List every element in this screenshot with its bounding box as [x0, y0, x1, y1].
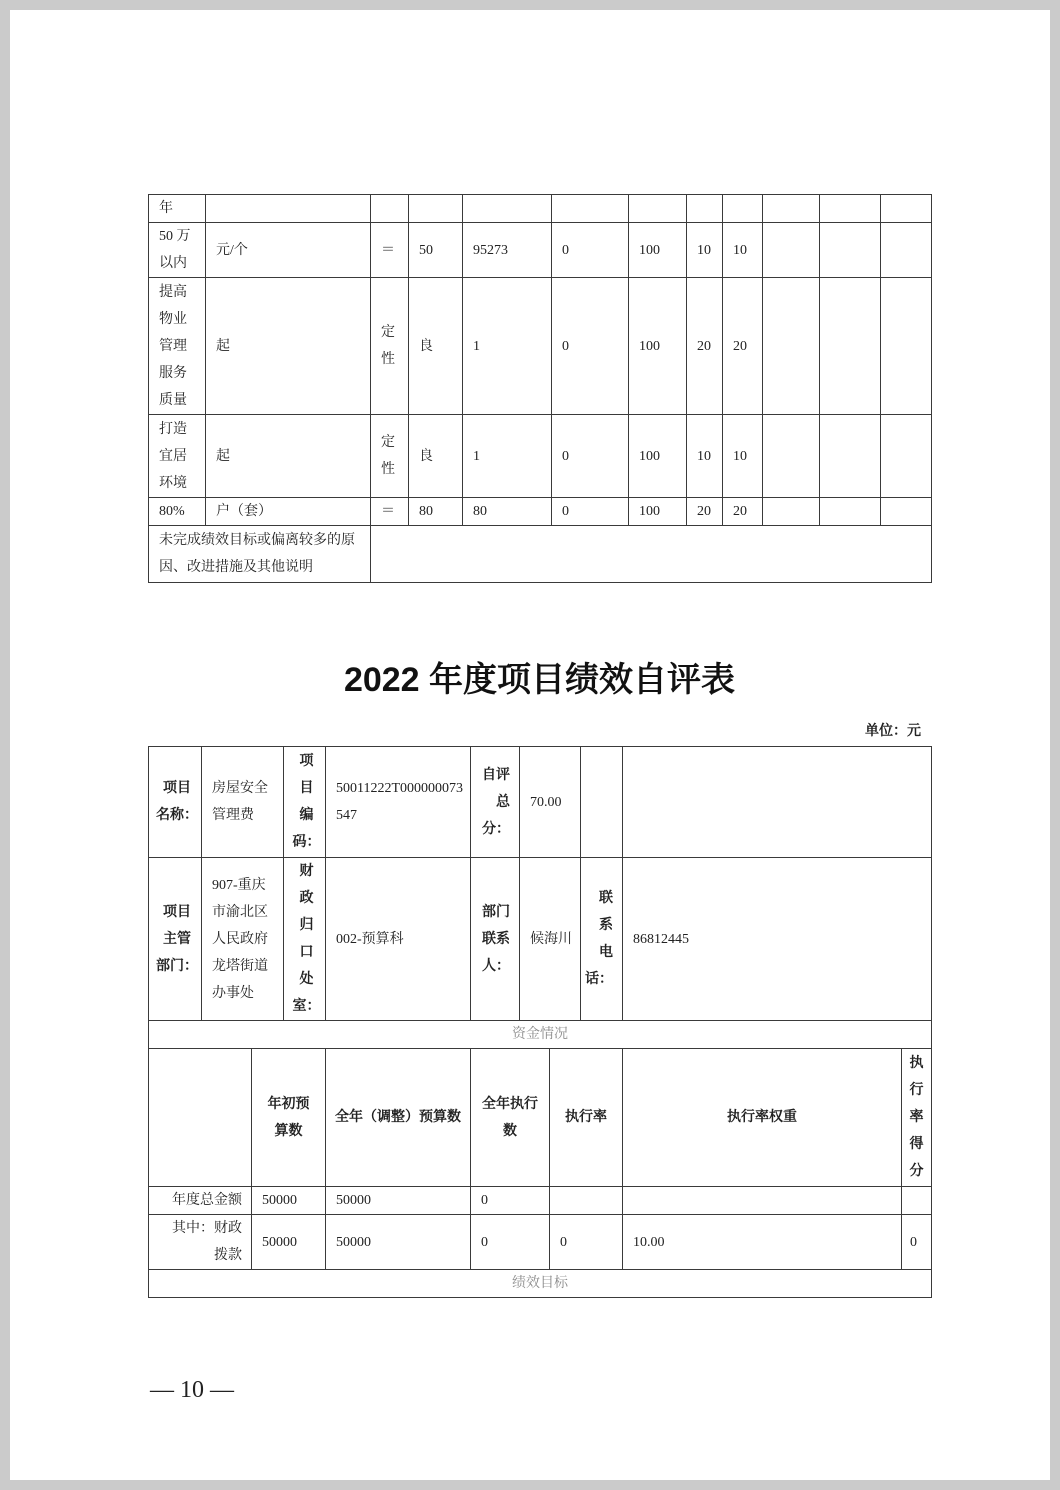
unit-label: 单位：元 [865, 724, 921, 739]
page-title: 2022 年度项目绩效自评表 [343, 661, 736, 699]
empty-cell [881, 223, 932, 278]
score-cell: 10 [723, 415, 763, 498]
empty-cell [463, 195, 552, 223]
project-name-label: 项目 名称： [149, 747, 202, 858]
row-label: 其中：财政 拨款 [149, 1215, 252, 1270]
empty-cell [820, 498, 881, 526]
explanation-value [371, 526, 932, 583]
empty-cell [763, 223, 820, 278]
finance-office-label: 财 政 归 口 处 室： [284, 858, 326, 1021]
self-score-value: 70.00 [520, 747, 581, 858]
unit-cell: 起 [206, 278, 371, 415]
project-code-label: 项 目 编 码： [284, 747, 326, 858]
self-score-label: 自评 总 分： [471, 747, 520, 858]
empty-cell [881, 195, 932, 223]
empty-cell [763, 498, 820, 526]
column-header: 执行率 [550, 1049, 623, 1187]
weight-cell: 20 [687, 498, 723, 526]
empty-cell [552, 195, 629, 223]
goals-section-header: 绩效目标 [149, 1270, 932, 1298]
empty-cell [149, 1049, 252, 1187]
initial-budget-cell: 50000 [252, 1215, 326, 1270]
empty-cell [902, 1187, 932, 1215]
executed-cell: 0 [471, 1187, 550, 1215]
initial-budget-cell: 50000 [252, 1187, 326, 1215]
target-value-cell: 良 [409, 415, 463, 498]
table-row [149, 223, 932, 278]
empty-cell [881, 498, 932, 526]
empty-cell [629, 195, 687, 223]
score-cell: 20 [723, 498, 763, 526]
column-header: 全年执行 数 [471, 1049, 550, 1187]
indicator-table-continued [148, 194, 932, 583]
empty-cell [820, 278, 881, 415]
table-row [149, 195, 932, 223]
column-header: 执行率权重 [623, 1049, 902, 1187]
adjusted-budget-cell: 50000 [326, 1215, 471, 1270]
value-cell: 100 [629, 415, 687, 498]
adjusted-budget-cell: 50000 [326, 1187, 471, 1215]
table-row [149, 1021, 932, 1049]
value-cell: 100 [629, 278, 687, 415]
table-row [149, 278, 932, 415]
table-header-row [149, 1049, 932, 1187]
finance-office-value: 002-预算科 [326, 858, 471, 1021]
funds-section-header: 资金情况 [149, 1021, 932, 1049]
value-cell: 0 [552, 415, 629, 498]
indicator-cell: 年 [149, 195, 206, 223]
target-value-cell: 良 [409, 278, 463, 415]
phone-value: 86812445 [623, 858, 932, 1021]
empty-cell [763, 195, 820, 223]
project-code-value: 50011222T000000073 547 [326, 747, 471, 858]
weight-cell: 20 [687, 278, 723, 415]
table-row [149, 415, 932, 498]
empty-cell [763, 415, 820, 498]
executed-cell: 0 [471, 1215, 550, 1270]
table-row [149, 747, 932, 858]
weight-cell: 10 [687, 415, 723, 498]
indicator-cell: 提高 物业 管理 服务 质量 [149, 278, 206, 415]
unit-cell: 元/个 [206, 223, 371, 278]
nature-cell: ＝ [371, 498, 409, 526]
value-cell: 100 [629, 498, 687, 526]
empty-cell [763, 278, 820, 415]
empty-cell [550, 1187, 623, 1215]
phone-label: 联 系 电 话： [581, 858, 623, 1021]
empty-cell [881, 278, 932, 415]
rate-weight-cell: 10.00 [623, 1215, 902, 1270]
contact-value: 候海川 [520, 858, 581, 1021]
page-number: — 10 — [150, 1377, 234, 1403]
empty-cell [881, 415, 932, 498]
empty-cell [687, 195, 723, 223]
score-cell: 20 [723, 278, 763, 415]
value-cell: 0 [552, 278, 629, 415]
actual-value-cell: 1 [463, 278, 552, 415]
indicator-cell: 80% [149, 498, 206, 526]
project-name-value: 房屋安全 管理费 [202, 747, 284, 858]
table-row [149, 526, 932, 583]
nature-cell: ＝ [371, 223, 409, 278]
column-header: 年初预 算数 [252, 1049, 326, 1187]
department-label: 项目 主管 部门： [149, 858, 202, 1021]
empty-cell [820, 415, 881, 498]
actual-value-cell: 1 [463, 415, 552, 498]
row-label: 年度总金额 [149, 1187, 252, 1215]
target-value-cell: 50 [409, 223, 463, 278]
table-row [149, 1215, 932, 1270]
actual-value-cell: 80 [463, 498, 552, 526]
value-cell: 100 [629, 223, 687, 278]
empty-cell [371, 195, 409, 223]
unit-cell: 起 [206, 415, 371, 498]
indicator-cell: 打造 宜居 环境 [149, 415, 206, 498]
empty-cell [409, 195, 463, 223]
column-header: 执 行 率 得 分 [902, 1049, 932, 1187]
value-cell: 0 [552, 223, 629, 278]
empty-cell [623, 747, 932, 858]
empty-cell [623, 1187, 902, 1215]
empty-cell [820, 195, 881, 223]
nature-cell: 定 性 [371, 278, 409, 415]
department-value: 907-重庆 市渝北区 人民政府 龙塔街道 办事处 [202, 858, 284, 1021]
explanation-label: 未完成绩效目标或偏离较多的原 因、改进措施及其他说明 [149, 526, 371, 583]
column-header: 全年（调整）预算数 [326, 1049, 471, 1187]
table-row [149, 498, 932, 526]
actual-value-cell: 95273 [463, 223, 552, 278]
nature-cell: 定 性 [371, 415, 409, 498]
weight-cell: 10 [687, 223, 723, 278]
empty-cell [723, 195, 763, 223]
empty-cell [820, 223, 881, 278]
score-cell: 10 [723, 223, 763, 278]
contact-label: 部门 联系 人： [471, 858, 520, 1021]
indicator-cell: 50 万 以内 [149, 223, 206, 278]
empty-cell [581, 747, 623, 858]
self-evaluation-table [148, 746, 932, 1298]
execution-rate-cell: 0 [550, 1215, 623, 1270]
value-cell: 0 [552, 498, 629, 526]
rate-score-cell: 0 [902, 1215, 932, 1270]
table-row [149, 858, 932, 1021]
target-value-cell: 80 [409, 498, 463, 526]
table-row [149, 1270, 932, 1298]
table-row [149, 1187, 932, 1215]
unit-cell: 户（套） [206, 498, 371, 526]
empty-cell [206, 195, 371, 223]
